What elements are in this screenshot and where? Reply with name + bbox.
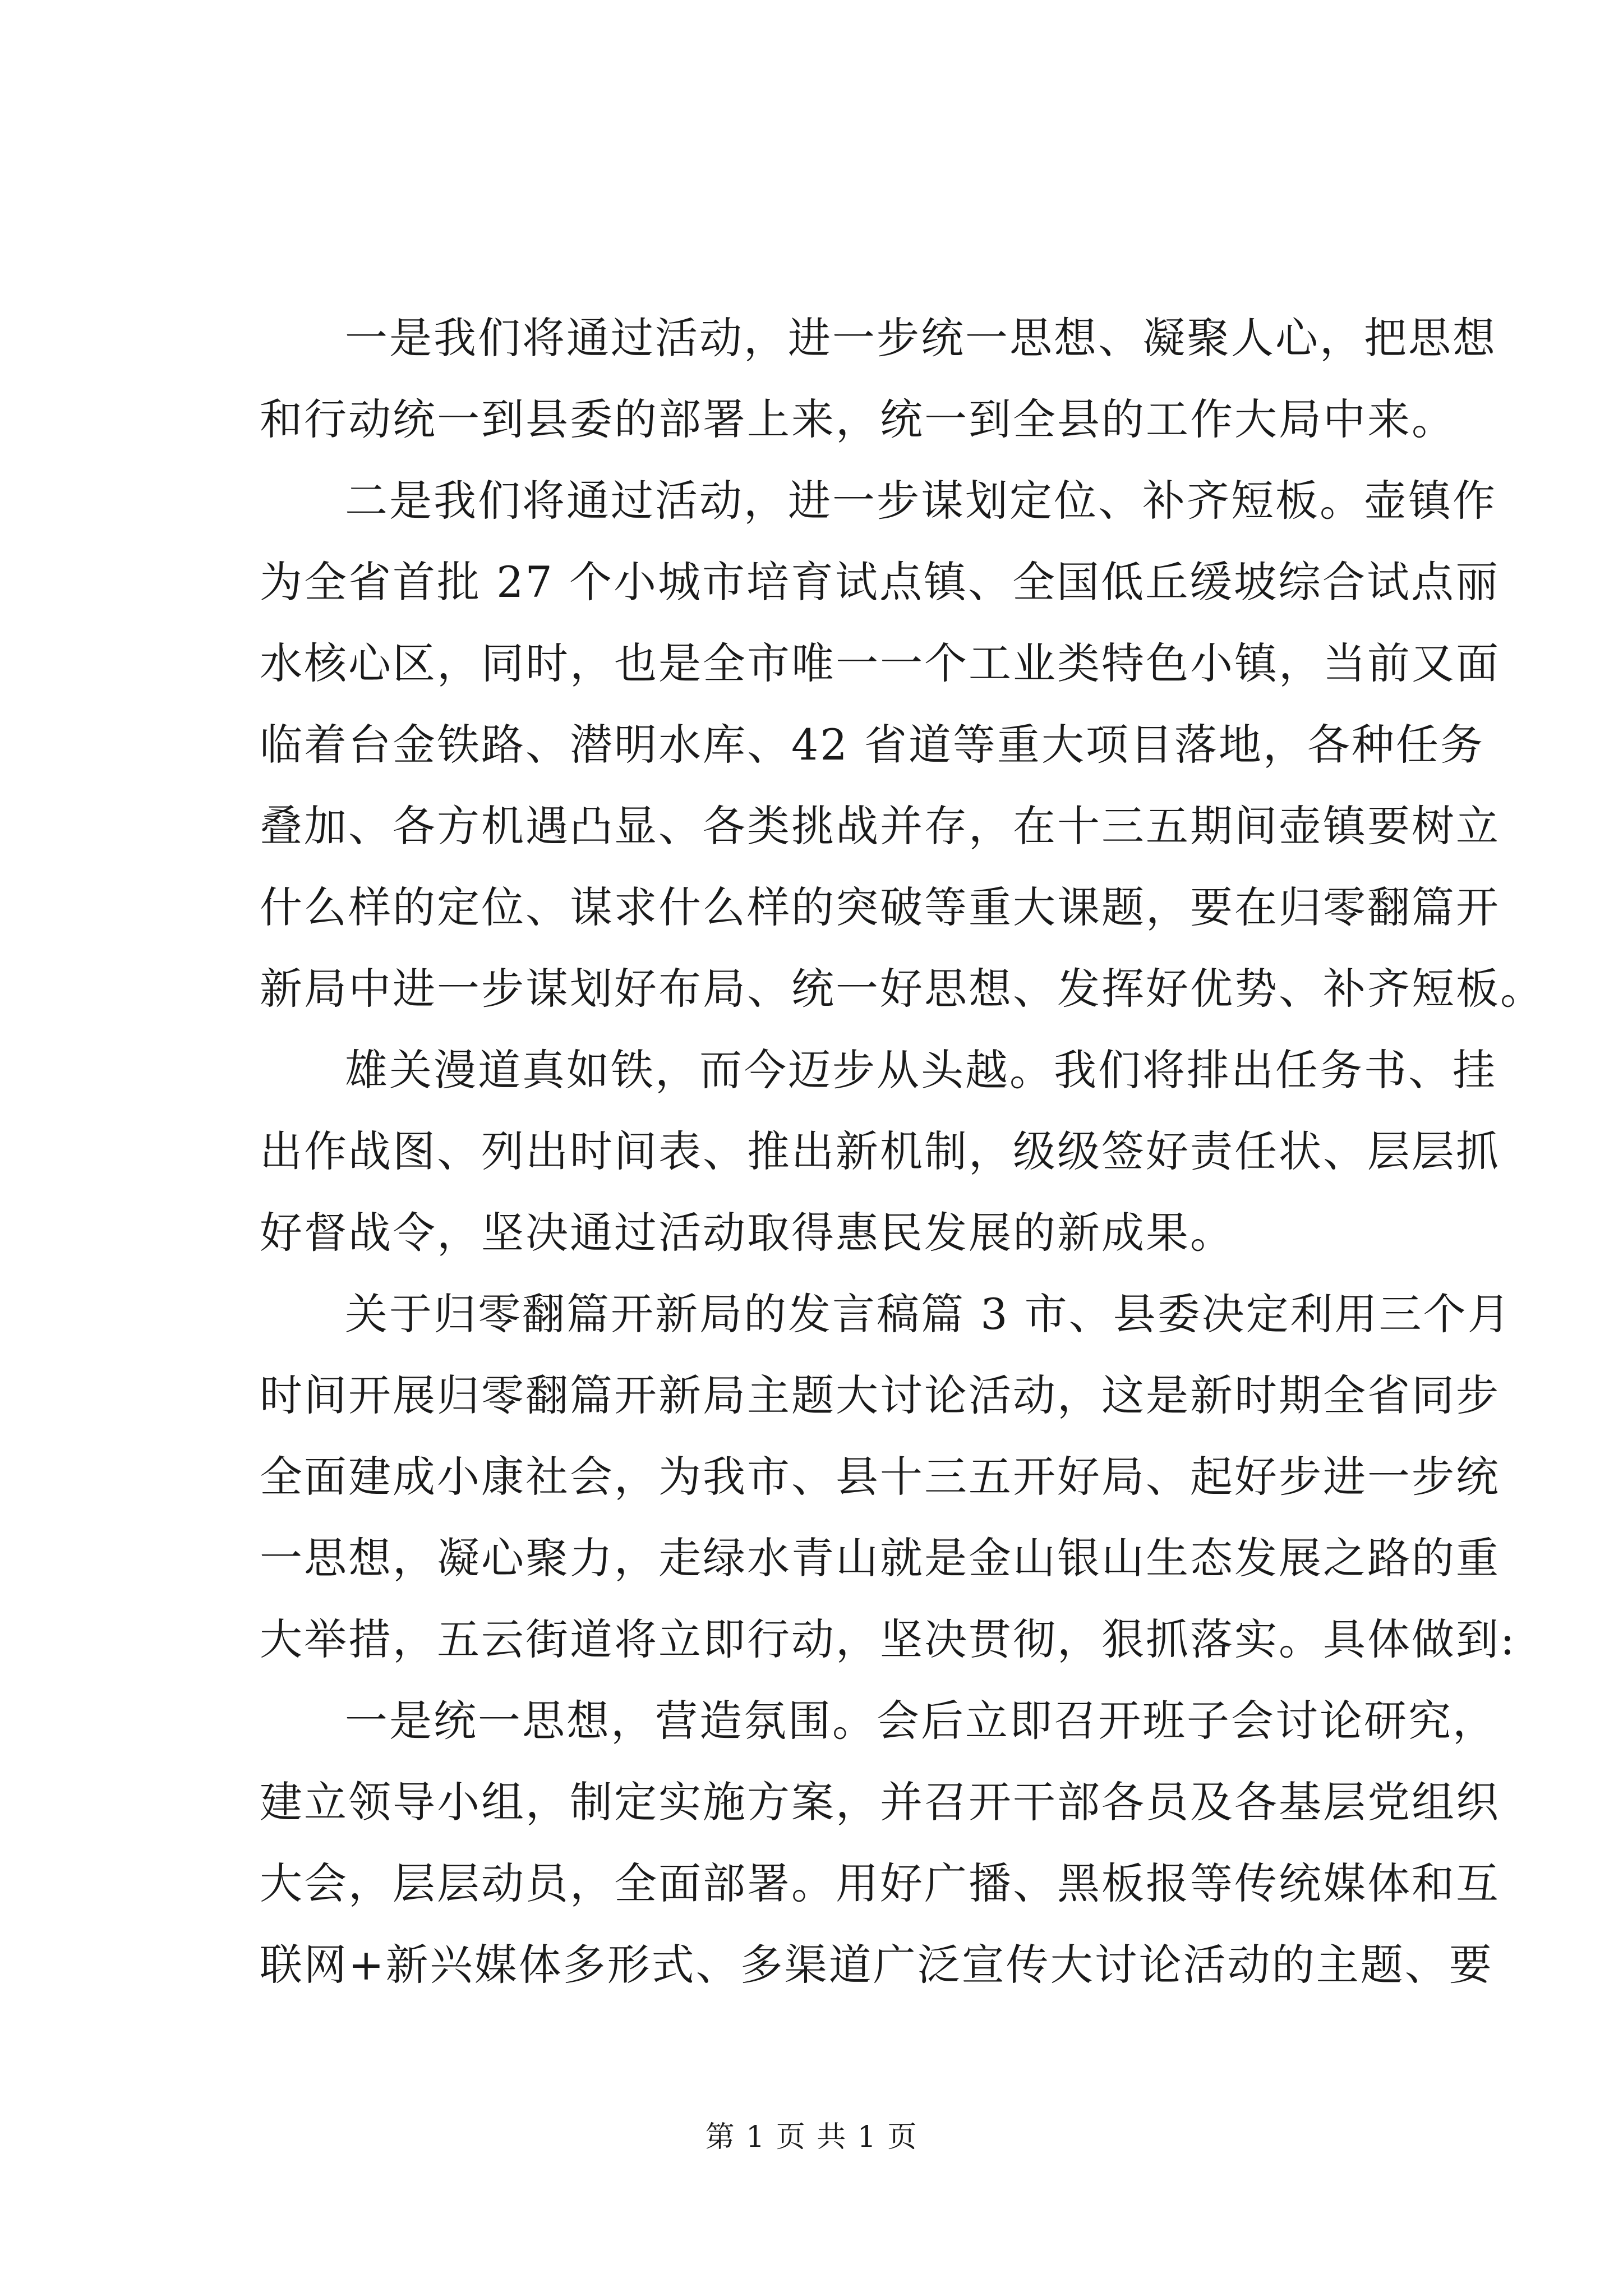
text-line: 时间开展归零翻篇开新局主题大讨论活动，这是新时期全省同步 <box>260 1370 1500 1420</box>
text-line: 新局中进一步谋划好布局、统一好思想、发挥好优势、补齐短板。 <box>260 964 1544 1014</box>
text-line: 二是我们将通过活动，进一步谋划定位、补齐短板。壶镇作 <box>345 476 1497 526</box>
text-line: 大会，层层动员，全面部署。用好广播、黑板报等传统媒体和互 <box>260 1858 1500 1908</box>
text-line: 好督战令，坚决通过活动取得惠民发展的新成果。 <box>260 1208 1234 1258</box>
text-line: 一思想，凝心聚力，走绿水青山就是金山银山生态发展之路的重 <box>260 1533 1500 1583</box>
text-line: 全面建成小康社会，为我市、县十三五开好局、起好步进一步统 <box>260 1452 1500 1502</box>
text-line: 叠加、各方机遇凸显、各类挑战并存，在十三五期间壶镇要树立 <box>260 801 1500 851</box>
text-line: 大举措，五云街道将立即行动，坚决贯彻，狠抓落实。具体做到: <box>260 1614 1516 1664</box>
text-line: 和行动统一到县委的部署上来，统一到全县的工作大局中来。 <box>260 394 1456 444</box>
text-line: 临着台金铁路、潜明水库、42 省道等重大项目落地，各种任务 <box>260 720 1484 770</box>
text-line: 什么样的定位、谋求什么样的突破等重大课题，要在归零翻篇开 <box>260 882 1500 932</box>
text-line: 雄关漫道真如铁，而今迈步从头越。我们将排出任务书、挂 <box>345 1045 1497 1095</box>
text-line: 为全省首批 27 个小城市培育试点镇、全国低丘缓坡综合试点丽 <box>260 557 1500 607</box>
document-body <box>260 297 1544 2005</box>
text-line: 水核心区，同时，也是全市唯一一个工业类特色小镇，当前又面 <box>260 638 1500 688</box>
text-line: 联网+新兴媒体多形式、多渠道广泛宣传大讨论活动的主题、要 <box>260 1940 1493 1990</box>
text-line: 一是统一思想，营造氛围。会后立即召开班子会讨论研究， <box>345 1696 1497 1746</box>
text-line: 一是我们将通过活动，进一步统一思想、凝聚人心，把思想 <box>345 313 1497 363</box>
text-line: 出作战图、列出时间表、推出新机制，级级签好责任状、层层抓 <box>260 1126 1500 1176</box>
page-footer: 第 1 页 共 1 页 <box>705 2120 918 2154</box>
text-line: 建立领导小组，制定实施方案，并召开干部各员及各基层党组织 <box>260 1777 1500 1827</box>
text-line: 关于归零翻篇开新局的发言稿篇 3 市、县委决定利用三个月 <box>345 1289 1512 1339</box>
